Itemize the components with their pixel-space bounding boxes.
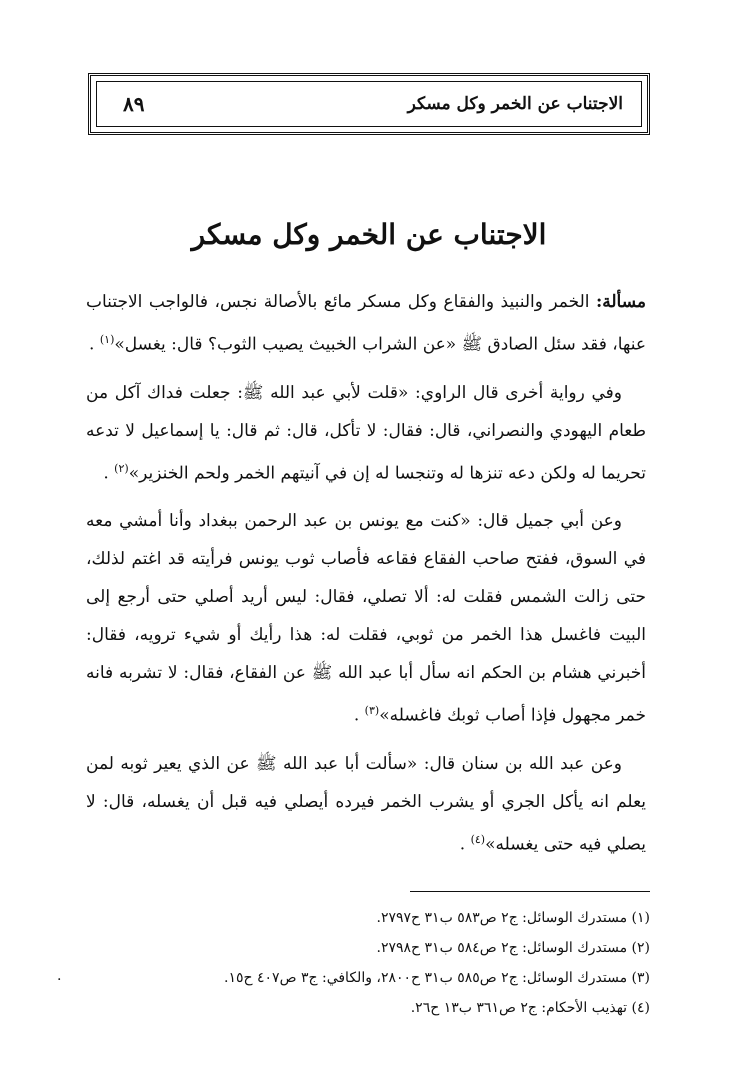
issue-label: مسألة:	[595, 292, 646, 312]
footnote-1: (١) مستدرك الوسائل: ج٢ ص٥٨٣ ب٣١ ح٢٧٩٧.	[376, 910, 650, 926]
footnote-ref: (٢)	[114, 461, 129, 475]
paragraph-end: .	[353, 705, 365, 726]
running-header-title: الاجتناب عن الخمر وكل مسكر	[407, 94, 623, 114]
paragraph-text: وعن أبي جميل قال: «كنت مع يونس بن عبد الرحمن ببغداد وأنا أمشي معه في السوق، ففتح صاحب الفقاع فقاعه فأصاب ثوب يونس فرأيته قد اغتم لذلك، حتى زالت الشمس فقلت له: ألا تصلي، فقال: ليس أريد أصلي حتى أرجع إلى البيت فاغسل هذا الخمر من ثوبي، فقلت له: هذا رأيك أو شيء ترويه، فقال: أخبرني هشام بن الحكم انه سأل أبا عبد الله ﷺ عن الفقاع، فقال: لا تشربه فانه خمر مجهول فإذا أصاب ثوبك فاغسله»	[86, 511, 646, 726]
footnotes	[150, 903, 650, 1023]
paragraph-1	[86, 283, 646, 364]
footnote-4: (٤) تهذيب الأحكام: ج٢ ص٣٦١ ب١٣ ح٢٦.	[410, 1000, 650, 1016]
footnote-separator	[410, 891, 650, 892]
paragraph-3	[86, 502, 646, 735]
running-header-inner-frame	[96, 81, 642, 127]
margin-mark: .	[57, 968, 62, 984]
paragraph-end: .	[89, 334, 100, 355]
chapter-title: الاجتناب عن الخمر وكل مسكر	[191, 218, 547, 251]
footnote-3: (٣) مستدرك الوسائل: ج٢ ص٥٨٥ ب٣١ ح٢٨٠٠، والكافي: ج٣ ص٤٠٧ ح١٥.	[224, 970, 650, 986]
paragraph-text: وفي رواية أخرى قال الراوي: «قلت لأبي عبد الله ﷺ: جعلت فداك آكل من طعام اليهودي والنصراني، قال: فقال: لا تأكل، قال: ثم قال: يا إسماعيل لا تدعه تحريما له ولكن دعه تنزها له وتنجسا له إن في آنيتهم الخمر ولحم الخنزير»	[86, 382, 646, 484]
paragraph-text: وعن عبد الله بن سنان قال: «سألت أبا عبد الله ﷺ عن الذي يعير ثوبه لمن يعلم انه يأكل الجري أو يشرب الخمر فيرده أيصلي فيه قبل أن يغسله، قال: لا يصلي فيه حتى يغسله»	[86, 753, 646, 855]
paragraph-end: .	[103, 463, 115, 484]
footnote-ref: (٤)	[470, 832, 486, 846]
paragraph-end: .	[459, 834, 471, 855]
running-header	[88, 73, 650, 135]
footnote-2: (٢) مستدرك الوسائل: ج٢ ص٥٨٤ ب٣١ ح٢٧٩٨.	[376, 940, 650, 956]
paragraph-2	[86, 374, 646, 493]
paragraph-text: الخمر والنبيذ والفقاع وكل مسكر مائع بالأصالة نجس، فالواجب الاجتناب عنها، فقد سئل الصادق ﷺ «عن الشراب الخبيث يصيب الثوب؟ قال: يغسل»	[86, 292, 646, 355]
footnote-ref: (١)	[99, 333, 115, 346]
paragraph-4	[86, 745, 646, 864]
footnote-ref: (٣)	[364, 704, 380, 718]
page-number: ٨٩	[123, 92, 145, 116]
body-text	[86, 283, 646, 874]
